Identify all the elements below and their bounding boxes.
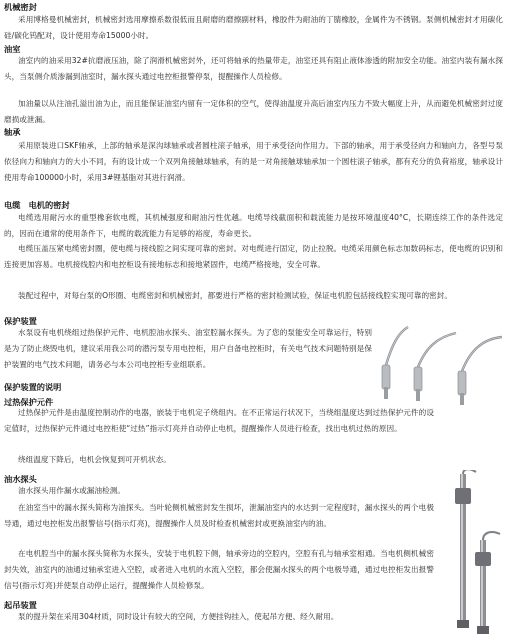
cable-text-3: 装配过程中，对每台泵的O形圈、电缆密封和机械密封，都要进行严格的密封检测试验，保证电机腔包括接线腔实现可靠的密封。	[18, 291, 453, 300]
oil-water-text-1: 油水探头用作漏水或漏油检测。	[18, 486, 126, 495]
oil-water-text-3: 在电机腔当中的漏水探头简称为水探头，安装于电机腔下侧，轴承旁边的空腔内，空腔有孔与轴承室相通。当电机侧机械密封失效，油室内的油通过轴承室进入空腔，或者进入电机的水流入空腔，都会使漏水探头的两个电极导通，通过电控柜发出报警信号(指示灯亮)并使泵自动停止运行，提醒操作人员检修泵。	[4, 549, 434, 591]
heading-protection: 保护装置	[4, 316, 37, 326]
heading-mech-seal: 机械密封	[4, 2, 37, 12]
heading-oil-water-probe: 油水探头	[4, 474, 37, 484]
long-probe	[455, 470, 476, 628]
heading-protection-notes: 保护装置的说明	[4, 382, 62, 392]
overheat-sensor-photo	[378, 325, 506, 413]
sensor-cable-2	[414, 333, 456, 401]
bearing-text: 采用原装进口SKF轴承，上部的轴承是深沟球轴承或者圆柱滚子轴承，用于承受径向作用力。下部的轴承，用于承受径向力和轴向力，各型号泵依径向力和轴向力的大小不同，有的设计成一个双列角接触球轴承，有的是一对角接触球轴承加一个圆柱滚子轴承，都有充分的负荷裕度，轴承设计使用寿命100000小时，采用3#锂基脂对其进行润滑。	[4, 141, 503, 183]
cable-text-1: 电缆选用耐污水的重型橡套软电缆，其机械强度和耐油污性优越。电缆导线截面积和载流能力是按环境温度40°C，长期连续工作的条件选定的，因而在通常的使用条件下，电缆的载流能力有足够的裕度，寿命更长。	[4, 213, 503, 239]
protection-text: 水泵设有电机绕组过热保护元件、电机腔油水探头、油室腔漏水探头。为了您的泵能安全可靠运行，特别是为了防止烧毁电机，建议采用我公司的潜污泵专用电控柜，用户自备电控柜时，有关电气技术问题特别是保护装置的电气技术问题，请务必与本公司电控柜专业组联系。	[4, 328, 372, 370]
heading-oil-chamber: 油室	[4, 44, 21, 54]
heading-lifting: 起吊装置	[4, 600, 37, 610]
short-probe	[475, 532, 500, 634]
sensor-cable-3	[458, 337, 502, 405]
sensor-cable-1	[382, 327, 408, 399]
overheat-text-1: 过热保护元件是由温度控制动作的电器，嵌装于电机定子绕组内。在不正常运行状况下，当绕组温度达到过热保护元件的设定值时，过热保护元件通过电控柜使“过热”指示灯亮并自动停止电机，提醒操作人员进行检查，找出电机过热的原因。	[4, 408, 434, 434]
lifting-text: 泵的提升架在采用304材质，同时设计有较大的空间，方便挂钩挂入，使起吊方便、经久耐用。	[18, 612, 339, 621]
heading-bearing: 轴承	[4, 127, 21, 137]
oil-water-text-2: 在油室当中的漏水探头简称为油探头。当叶轮侧机械密封发生损坏，泄漏油室内的水达到一定程度时，漏水探头的两个电极导通，通过电控柜发出报警信号(指示灯亮)，提醒操作人员及时检查机械密封或更换油室内的油。	[4, 503, 434, 529]
oil-chamber-text-1: 油室内的油采用32#抗磨液压油，除了润滑机械密封外，还可将轴承的热量带走，油室还具有阻止液体渗透的附加安全功能。油室内装有漏水探头，当泵侧介质渗漏到油室时，漏水探头通过电控柜报警停泵，提醒操作人员检修。	[4, 56, 503, 82]
oil-chamber-text-2: 加油量以从注油孔溢出油为止，而且能保证油室内留有一定体积的空气，使得油温度升高后油室内压力不致大幅度上升，从而避免机械密封过度磨损或泄漏。	[4, 99, 503, 125]
leak-probe-photo	[440, 470, 508, 640]
mech-seal-text: 采用博格曼机械密封，机械密封选用摩擦系数很低而且耐磨的磨擦副材料，橡胶件为耐油的丁腈橡胶，金属件为不锈钢。泵侧机械密封才用碳化硅/碳化钨配对，设计使用寿命15000小时。	[4, 15, 503, 41]
cable-text-2: 电缆压盖压紧电缆密封圈，使电缆与接线腔之间实现可靠的密封。对电缆进行固定，防止拉脱。电缆采用颜色标志加数码标志，使电缆的识别和连接更加容易。电机接线腔内和电控柜设有接地标志和接地紧固件，电缆严格接地，安全可靠。	[4, 244, 503, 270]
heading-cable: 电缆 电机的密封	[4, 200, 70, 210]
heading-overheat: 过热保护元件	[4, 397, 54, 407]
overheat-text-2: 绕组温度下降后，电机会恢复到可开机状态。	[18, 455, 171, 464]
